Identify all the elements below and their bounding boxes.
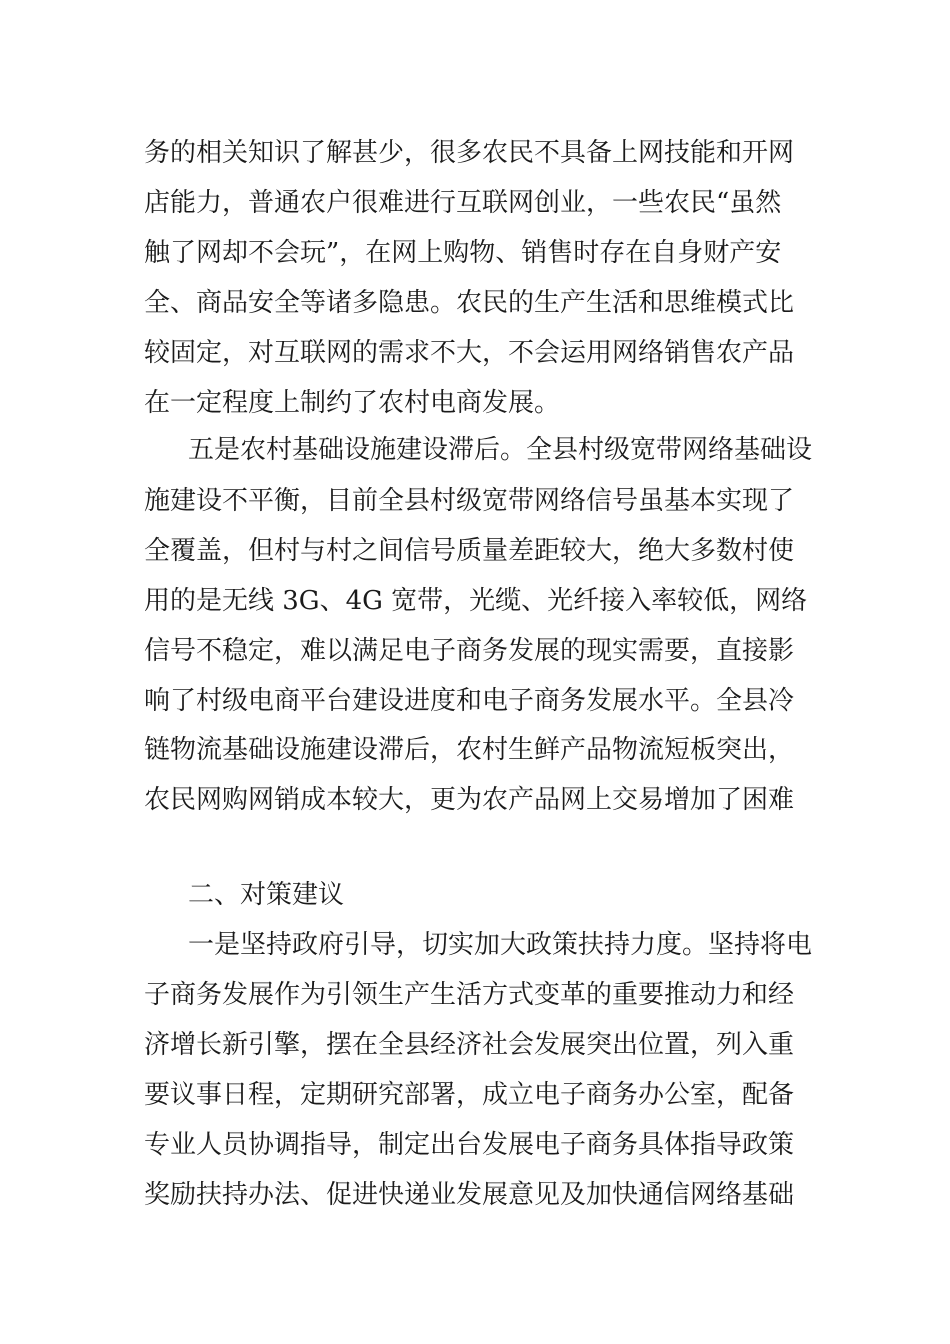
paragraph-2-line-1: 五是农村基础设施建设滞后。全县村级宽带网络基础设 xyxy=(188,435,813,465)
paragraph-2-line-7: 链物流基础设施建设滞后，农村生鲜产品物流短板突出， xyxy=(144,735,795,765)
paragraph-3-line-1: 一是坚持政府引导，切实加大政策扶持力度。坚持将电 xyxy=(188,930,813,960)
paragraph-1-line-3: 触了网却不会玩”，在网上购物、销售时存在自身财产安 xyxy=(144,238,782,268)
paragraph-3-line-6: 奖励扶持办法、促进快递业发展意见及加快通信网络基础 xyxy=(144,1180,795,1210)
paragraph-2-line-2: 施建设不平衡，目前全县村级宽带网络信号虽基本实现了 xyxy=(144,486,795,516)
paragraph-3-line-5: 专业人员协调指导，制定出台发展电子商务具体指导政策 xyxy=(144,1130,795,1160)
paragraph-1-line-2: 店能力，普通农户很难进行互联网创业，一些农民“虽然 xyxy=(144,188,782,218)
paragraph-3-line-3: 济增长新引擎，摆在全县经济社会发展突出位置，列入重 xyxy=(144,1030,795,1060)
paragraph-2-line-3: 全覆盖，但村与村之间信号质量差距较大，绝大多数村使 xyxy=(144,536,795,566)
paragraph-1-line-6: 在一定程度上制约了农村电商发展。 xyxy=(144,388,561,418)
paragraph-3-line-4: 要议事日程，定期研究部署，成立电子商务办公室，配备 xyxy=(144,1080,795,1110)
paragraph-2-line-4: 用的是无线 3G、4G 宽带，光缆、光纤接入率较低，网络 xyxy=(144,586,808,616)
paragraph-2-line-5: 信号不稳定，难以满足电子商务发展的现实需要，直接影 xyxy=(144,636,795,666)
paragraph-3-line-2: 子商务发展作为引领生产生活方式变革的重要推动力和经 xyxy=(144,980,795,1010)
section-heading: 二、对策建议 xyxy=(188,880,345,910)
paragraph-1-line-5: 较固定，对互联网的需求不大，不会运用网络销售农产品 xyxy=(144,338,795,368)
paragraph-1-line-4: 全、商品安全等诸多隐患。农民的生产生活和思维模式比 xyxy=(144,288,795,318)
paragraph-1-line-1: 务的相关知识了解甚少，很多农民不具备上网技能和开网 xyxy=(144,138,795,168)
paragraph-2-line-6: 响了村级电商平台建设进度和电子商务发展水平。全县冷 xyxy=(144,686,795,716)
paragraph-2-line-8: 农民网购网销成本较大，更为农产品网上交易增加了困难 xyxy=(144,785,795,815)
